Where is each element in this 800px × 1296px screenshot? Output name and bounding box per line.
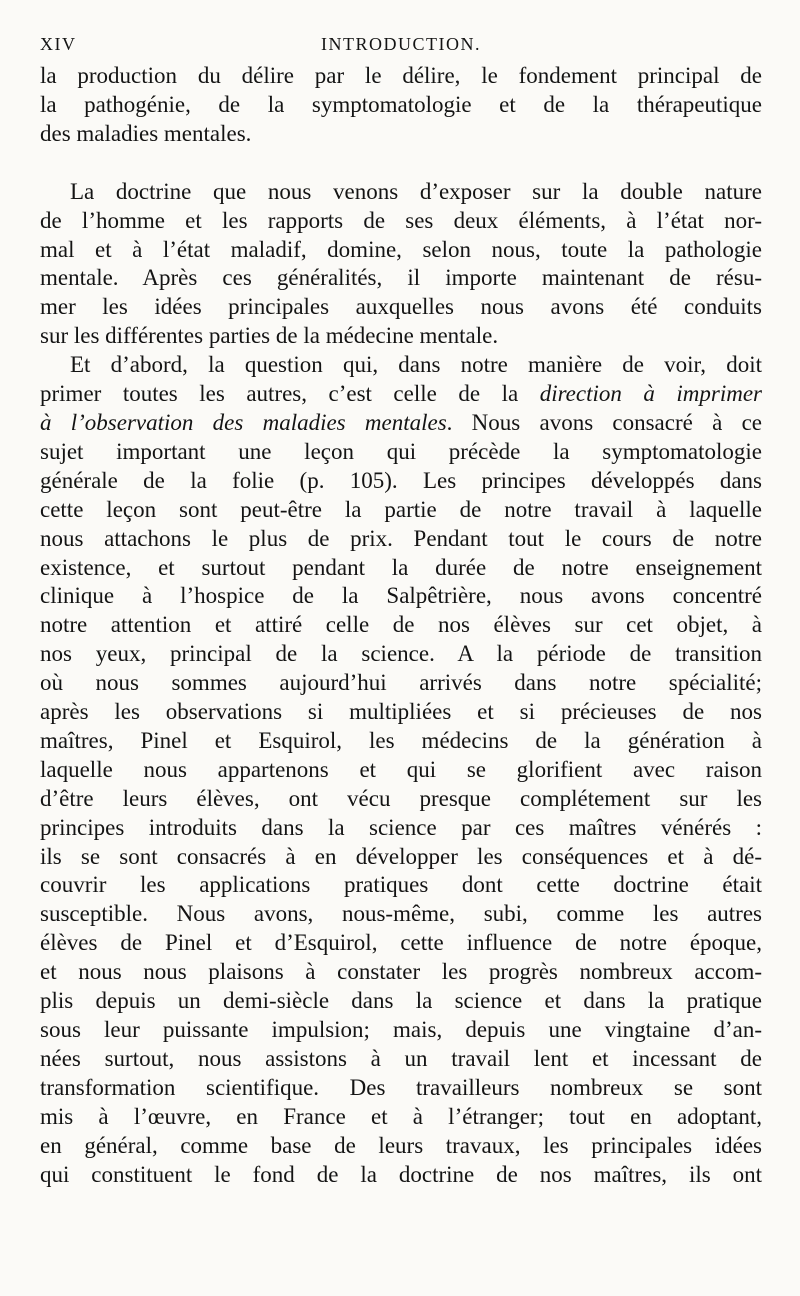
text-line: clinique à l’hospice de la Salpêtrière, nous avons concentré: [40, 583, 762, 609]
text-line: la production du délire par le délire, le fondement principal de: [40, 63, 762, 88]
text-line: nées surtout, nous assistons à un travail lent et incessant de: [40, 1045, 762, 1071]
text-run: primer toutes les autres, c’est celle de la: [40, 381, 540, 407]
text-line: mis à l’œuvre, en France et à l’étranger; tout en adoptant,: [40, 1103, 762, 1129]
paragraph-2: [40, 178, 762, 351]
text-line: mal et à l’état maladif, domine, selon nous, toute la pathologie: [40, 236, 762, 262]
text-line: nous attachons le plus de prix. Pendant tout le cours de notre: [40, 525, 762, 551]
italic-phrase: direction à imprimer: [539, 381, 763, 407]
page-content: [40, 32, 762, 1189]
text-line: transformation scientifique. Des travailleurs nombreux se sont: [40, 1074, 762, 1100]
text-line: mentale. Après ces généralités, il importe maintenant de résu-: [40, 265, 762, 291]
paragraph-3: [40, 351, 762, 1189]
text-line: après les observations si multipliées et si précieuses de nos: [40, 699, 762, 725]
text-line: cette leçon sont peut-être la partie de notre travail à laquelle: [40, 496, 762, 522]
text-line: sur les différentes parties de la médecine mentale.: [40, 323, 499, 349]
text-line: de l’homme et les rapports de ses deux éléments, à l’état nor-: [40, 207, 762, 233]
text-line: générale de la folie (p. 105). Les principes développés dans: [40, 467, 762, 493]
text-line: maîtres, Pinel et Esquirol, les médecins de la génération à: [40, 727, 762, 753]
text-line: existence, et surtout pendant la durée de notre enseignement: [40, 554, 762, 580]
text-line: et nous nous plaisons à constater les progrès nombreux accom-: [40, 959, 762, 985]
text-line: Et d’abord, la question qui, dans notre manière de voir, doit: [70, 352, 762, 378]
text-line: principes introduits dans la science par ces maîtres vénérés :: [40, 814, 762, 840]
text-line: nos yeux, principal de la science. A la période de transition: [40, 641, 762, 667]
text-run: . Nous avons consacré à ce: [446, 409, 762, 435]
text-line: [40, 409, 762, 438]
text-line: laquelle nous appartenons et qui se glorifient avec raison: [40, 756, 762, 782]
text-line: qui constituent le fond de la doctrine de nos maîtres, ils ont: [40, 1161, 762, 1187]
paragraph-1: [40, 62, 762, 149]
text-line: en général, comme base de leurs travaux, les principales idées: [40, 1132, 762, 1158]
text-line: où nous sommes aujourd’hui arrivés dans notre spécialité;: [40, 670, 762, 696]
text-line: [40, 380, 762, 409]
text-line: La doctrine que nous venons d’exposer sur la double nature: [70, 178, 762, 204]
paragraph-spacer: [40, 149, 762, 178]
text-line: ils se sont consacrés à en développer les conséquences et à dé-: [40, 843, 762, 869]
text-line: mer les idées principales auxquelles nous avons été conduits: [40, 294, 762, 320]
text-line: plis depuis un demi-siècle dans la science et dans la pratique: [40, 988, 762, 1014]
running-title: INTRODUCTION.: [321, 34, 481, 54]
text-line: des maladies mentales.: [40, 120, 252, 146]
text-line: susceptible. Nous avons, nous-même, subi, comme les autres: [40, 901, 762, 927]
running-head: [40, 32, 762, 62]
text-line: sous leur puissante impulsion; mais, depuis une vingtaine d’an-: [40, 1017, 762, 1042]
text-line: sujet important une leçon qui précède la symptomatologie: [40, 438, 762, 464]
text-line: élèves de Pinel et d’Esquirol, cette influence de notre époque,: [40, 930, 762, 956]
text-line: notre attention et attiré celle de nos élèves sur cet objet, à: [40, 612, 762, 638]
page-number: XIV: [40, 34, 77, 54]
text-line: la pathogénie, de la symptomatologie et de la thérapeutique: [40, 91, 762, 117]
text-line: couvrir les applications pratiques dont cette doctrine était: [40, 872, 762, 898]
text-line: d’être leurs élèves, ont vécu presque complétement sur les: [40, 785, 762, 811]
italic-phrase: à l’observation des maladies mentales: [40, 409, 447, 435]
